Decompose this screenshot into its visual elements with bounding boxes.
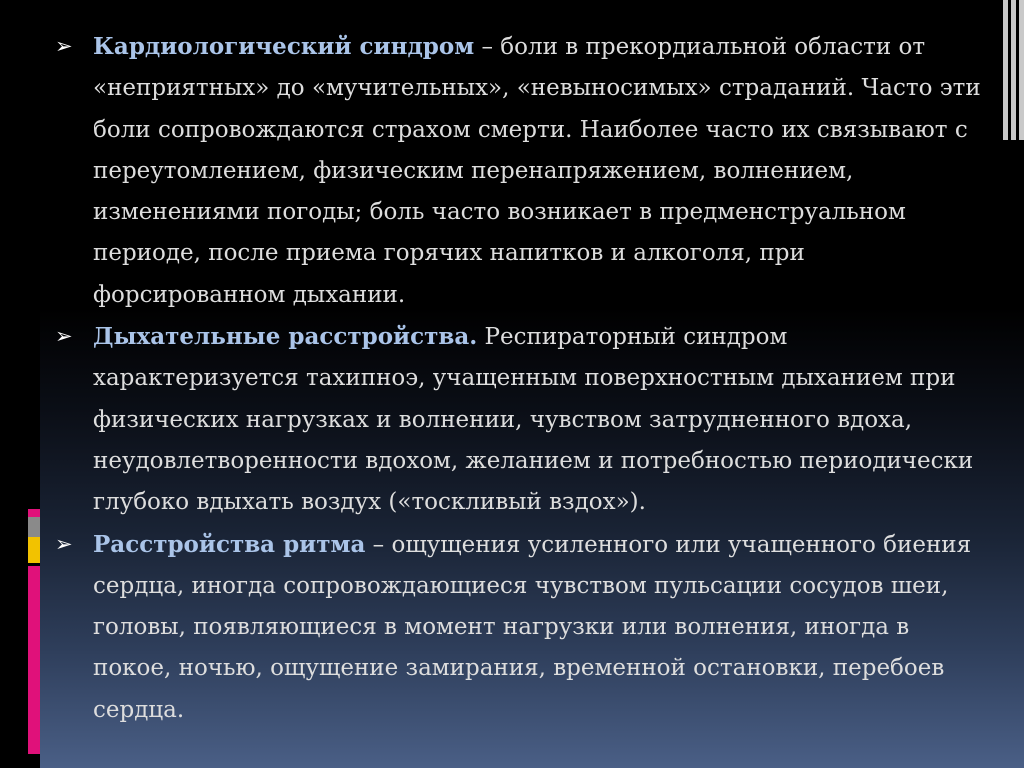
arrow-bullet-icon: ➢ xyxy=(55,324,73,349)
bullet-heading: Дыхательные расстройства. xyxy=(93,323,478,351)
bullet-text: Респираторный синдром характеризуется тахипноэ, учащенным поверхностным дыханием при физических нагрузках и волнении, чувством затрудненного вдоха, неудовлетворенности вдохом, желанием и потребностью периодически глубоко вдыхать воздух («тоскливый вздох»). xyxy=(93,324,974,516)
bullet-heading: Расстройства ритма xyxy=(93,530,366,558)
arrow-bullet-icon: ➢ xyxy=(55,34,73,58)
accent-bar-magenta-top xyxy=(28,509,40,517)
accent-bar-gray xyxy=(28,517,40,537)
bullet-list xyxy=(55,26,985,731)
accent-bar-yellow xyxy=(28,537,40,563)
bullet-rhythm xyxy=(55,524,985,731)
left-accent-bars xyxy=(28,0,40,768)
bullet-text: – ощущения усиленного или учащенного биения сердца, иногда сопровождающиеся чувством пульсации сосудов шеи, головы, появляющиеся в момент нагрузки или волнения, иногда в покое, ночью, ощущение замирания, временной остановки, перебоев сердца. xyxy=(93,531,972,723)
accent-bar-magenta-long xyxy=(28,566,40,754)
bullet-respiratory xyxy=(55,316,985,523)
bullet-cardio xyxy=(55,26,985,316)
right-decor-lines xyxy=(1003,0,1024,140)
bullet-heading: Кардиологический синдром xyxy=(93,33,475,60)
bullet-text: – боли в прекордиальной области от «неприятных» до «мучительных», «невыносимых» страданий. Часто эти боли сопровождаются страхом смерти. Наиболее часто их связывают с переутомлением, физическим перенапряжением, волнением, изменениями погоды; боль часто возникает в предменструальном периоде, после приема горячих напитков и алкоголя, при форсированном дыхании. xyxy=(93,34,981,308)
arrow-bullet-icon: ➢ xyxy=(55,531,73,556)
